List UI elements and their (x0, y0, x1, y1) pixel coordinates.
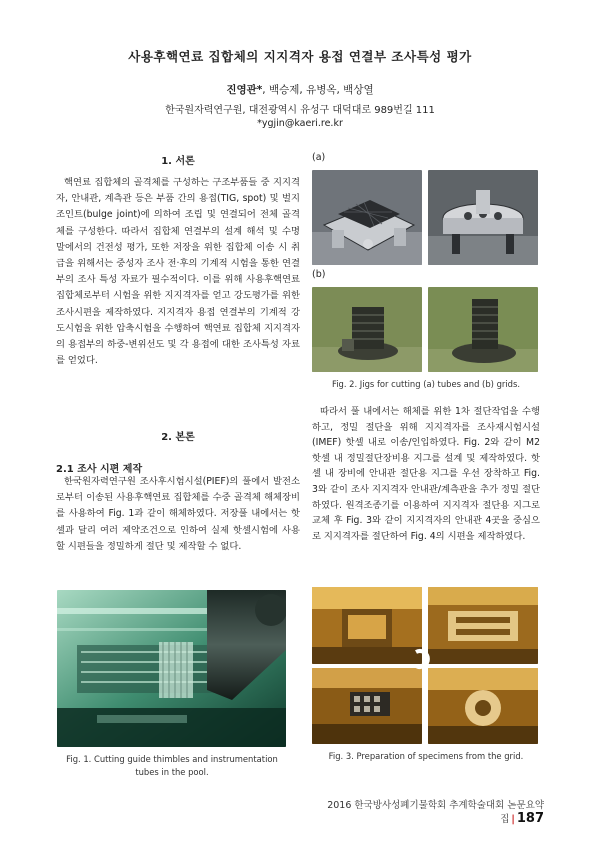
co-authors: , 백승제, 유병옥, 백상열 (262, 84, 374, 96)
fig2a-left-photo (312, 170, 422, 265)
fig1-caption: Fig. 1. Cutting guide thimbles and instrumentation tubes in the pool. (66, 754, 278, 777)
email: *ygjin@kaeri.re.kr (257, 118, 343, 129)
fig2a-right-photo (428, 170, 538, 265)
fig3-photo-3 (312, 668, 422, 744)
affiliation: 한국원자력연구원, 대전광역시 유성구 대덕대로 989번길 111 (165, 105, 435, 116)
presenting-author: 진영관 (226, 84, 257, 96)
fig2b-left-photo (312, 287, 422, 372)
footer-separator: | (511, 814, 515, 825)
subsection-paragraph: 한국원자력연구원 조사후시험시설(PIEF)의 풀에서 발전소로부터 이송된 사용후핵연료 집합체를 수중 골격체 해체장비를 사용하여 Fig. 1과 같이 해체하였다. 저장풀 내에서는 핫셀과 달리 여러 제약조건으로 인하여 실제 핫셀시험에 사용할 시편들을 정밀하게 절단 및 제작할 수 없다. (56, 476, 300, 552)
page-number: 187 (516, 811, 544, 826)
page-footer (300, 797, 544, 826)
footer-text: 2016 한국방사성폐기물학회 추계학술대회 논문요약집 (327, 800, 544, 825)
fig3-caption: Fig. 3. Preparation of specimens from the grid. (328, 751, 524, 761)
fig2-caption: Fig. 2. Jigs for cutting (a) tubes and (b) grids. (331, 379, 520, 389)
fig2b-right-photo (428, 287, 538, 372)
intro-paragraph: 핵연료 집합체의 골격체를 구성하는 구조부품들 중 지지격자, 안내관, 계측관 등은 부품 간의 용접(TIG, spot) 및 벌지 조인트(bulge joint)에 의하여 조립 및 연결되어 전체 골격체를 구성한다. 따라서 집합체 연결부의 설계 해석 및 수명 말에서의 건전성 평가, 또한 저장을 위한 집합체 이송 시 취급을 위해서는 중성자 조사 전·후의 기계적 시험을 통한 연결부의 조사 특성 자료가 필수적이다. 이를 위해 사용후핵연료 집합체로부터 시험을 위한 지지격자를 얻고 강도평가를 위한 조사시편을 제작하였다. 지지격자 용접 연결부의 기계적 강도시험을 위한 압축시험을 수행하여 핵연료 집합체 지지격자의 용접부의 하중-변위선도 및 각 용접에 대한 조사특성 자료를 얻었다. (56, 177, 300, 367)
fig3-photo-1 (312, 587, 422, 664)
fig2-label-a: (a) (312, 152, 326, 163)
subsection-heading: 2.1 조사 시편 제작 (56, 464, 143, 475)
right-paragraph: 따라서 풀 내에서는 해체를 위한 1차 절단작업을 수행하고, 정밀 절단을 위해 지지격자를 조사재시험시설(IMEF) 핫셀 내로 이송/인입하였다. Fig. 2와 같이 M2 핫셀 내 정밀절단장비용 지그를 설계 및 제작하였다. 핫셀 내 장비에 안내관 절단용 지그를 우선 장착하고 Fig. 3와 같이 조사 지지격자 안내관/계측관을 추가 정밀 절단하였다. 원격조종기를 이용하여 지지격자 절단용 지그로 교체 후 Fig. 3와 같이 지지격자의 안내관 4곳을 중심으로 지지격자를 절단하여 Fig. 4의 시편을 제작하였다. (312, 406, 540, 542)
author-line (0, 82, 600, 97)
fig3-photo-4 (428, 668, 538, 744)
intro-heading: 1. 서론 (161, 156, 195, 167)
corresponding-mark: * (256, 84, 263, 96)
fig3-photo-2 (428, 587, 538, 664)
fig1-pool-photo (57, 590, 286, 747)
fig2-label-b: (b) (312, 269, 326, 280)
body-heading: 2. 본론 (161, 432, 195, 443)
arrow-icon (412, 648, 434, 670)
paper-title: 사용후핵연료 집합체의 지지격자 용접 연결부 조사특성 평가 (128, 49, 472, 64)
